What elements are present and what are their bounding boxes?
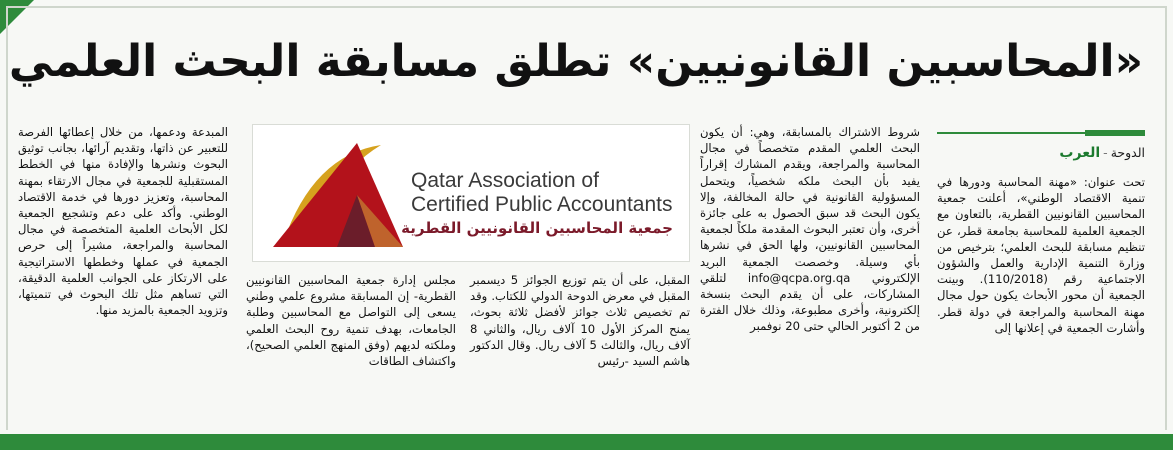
byline-source: العرب bbox=[1059, 145, 1101, 161]
column-3-text: المقبل، على أن يتم توزيع الجوائز 5 ديسمبر المقبل في معرض الدوحة الدولي للكتاب. وقد تم تخصيص ثلاث جوائز لأفضل ثلاثة بحوث، يمنح المركز الأول 10 آلاف ريال، والثاني 8 آلاف ريال، والثالث 5 آلاف ريال. وقال الدكتور هاشم السيد -رئيس bbox=[470, 273, 691, 369]
column-1-text: تحت عنوان: «مهنة المحاسبة ودورها في تنمية الاقتصاد الوطني»، أعلنت جمعية المحاسبين القانونيين القطرية، بالتعاون مع الجمعية العلمية للمحاسبة بجامعة قطر، عن تنظيم مسابقة للبحث العلمي؛ بترخيص من وزارة التنمية الإدارية والعمل والشؤون الاجتماعية رقم (110/2018). وبينت الجمعية أن محور الأبحاث يكون حول مجال مهنة المحاسبة والمراجعة في دولة قطر. وأشارت الجمعية في إعلانها إلى bbox=[937, 175, 1145, 335]
article-column-1 bbox=[937, 174, 1145, 414]
bottom-accent-bar bbox=[0, 434, 1173, 450]
logo-arabic-name: جمعية المحاسبين القانونيين القطرية bbox=[401, 219, 673, 237]
byline-city: الدوحة bbox=[1110, 145, 1145, 160]
frame-border-right bbox=[1165, 6, 1167, 430]
byline bbox=[937, 124, 1145, 168]
logo-english-line-2: Certified Public Accountants bbox=[411, 193, 673, 216]
column-5-text: المبدعة ودعمها، من خلال إعطائها الفرصة للتعبير عن ذاتها، وتقديم آرائها، بجانب توثيق البحوث ونشرها والإفادة منها في الخطط المستقبلية للجمعية في مجال الارتقاء بمهنة المحاسبة، وتعزيز دورها في خدمة الاقتصاد الوطني. وأكد على دعم وتشجيع الجمعية لكل الأبحاث العلمية المتخصصة في مجال المحاسبة والمراجعة، مشيراً إلى حرص الجمعية في عملها وخططها الاستراتيجية على الارتكاز على الجوانب العلمية الدقيقة، التي تساهم مثل تلك البحوث في تنميتها، وتزويد الجمعية بالمزيد منها. bbox=[18, 125, 228, 318]
byline-text bbox=[1059, 142, 1145, 164]
byline-separator: - bbox=[1103, 145, 1108, 160]
article-column-3 bbox=[470, 272, 690, 416]
article-column-4 bbox=[246, 272, 456, 416]
column-4-text: مجلس إدارة جمعية المحاسبين القانونيين القطرية- إن المسابقة مشروع علمي وطني يسعى إلى التواصل مع المحاسبين وطلبة الجامعات، بهدف تنمية روح البحث العلمي وملكته لديهم (وفق المنهج العلمي الصحيح)، واكتشاف الطاقات bbox=[246, 273, 456, 369]
byline-rule-accent bbox=[1085, 130, 1145, 136]
qcpa-logo-image bbox=[252, 124, 690, 262]
headline: «المحاسبين القانونيين» تطلق مسابقة البحث العلمي bbox=[8, 36, 1143, 87]
article-column-5 bbox=[18, 124, 228, 414]
article-column-2 bbox=[700, 124, 920, 414]
frame-border-left bbox=[6, 6, 8, 430]
logo-english-line-1: Qatar Association of bbox=[411, 169, 599, 192]
column-2-text: شروط الاشتراك بالمسابقة، وهي: أن يكون البحث العلمي المقدم متخصصاً في مجال المحاسبة والمراجعة، ويقدم المشارك إقراراً يفيد بأن البحث ملكه شخصياً، ويتحمل المسؤولية القانونية في حالة المخالفة، وإلا يكون البحث قد سبق الحصول به على جائزة أخرى، وأن تعتبر البحوث المقدمة ملكاً لجمعية المحاسبين القانونيين، ولها الحق في نشرها بأي وسيلة. وخصصت الجمعية البريد الإلكتروني info@qcpa.org.qa لتلقي المشاركات، على أن يقدم البحث بنسخة إلكترونية، وأخرى مطبوعة، وذلك خلال الفترة من 2 أكتوبر الحالي حتى 20 نوفمبر bbox=[700, 125, 920, 334]
frame-border-top bbox=[6, 6, 1167, 8]
